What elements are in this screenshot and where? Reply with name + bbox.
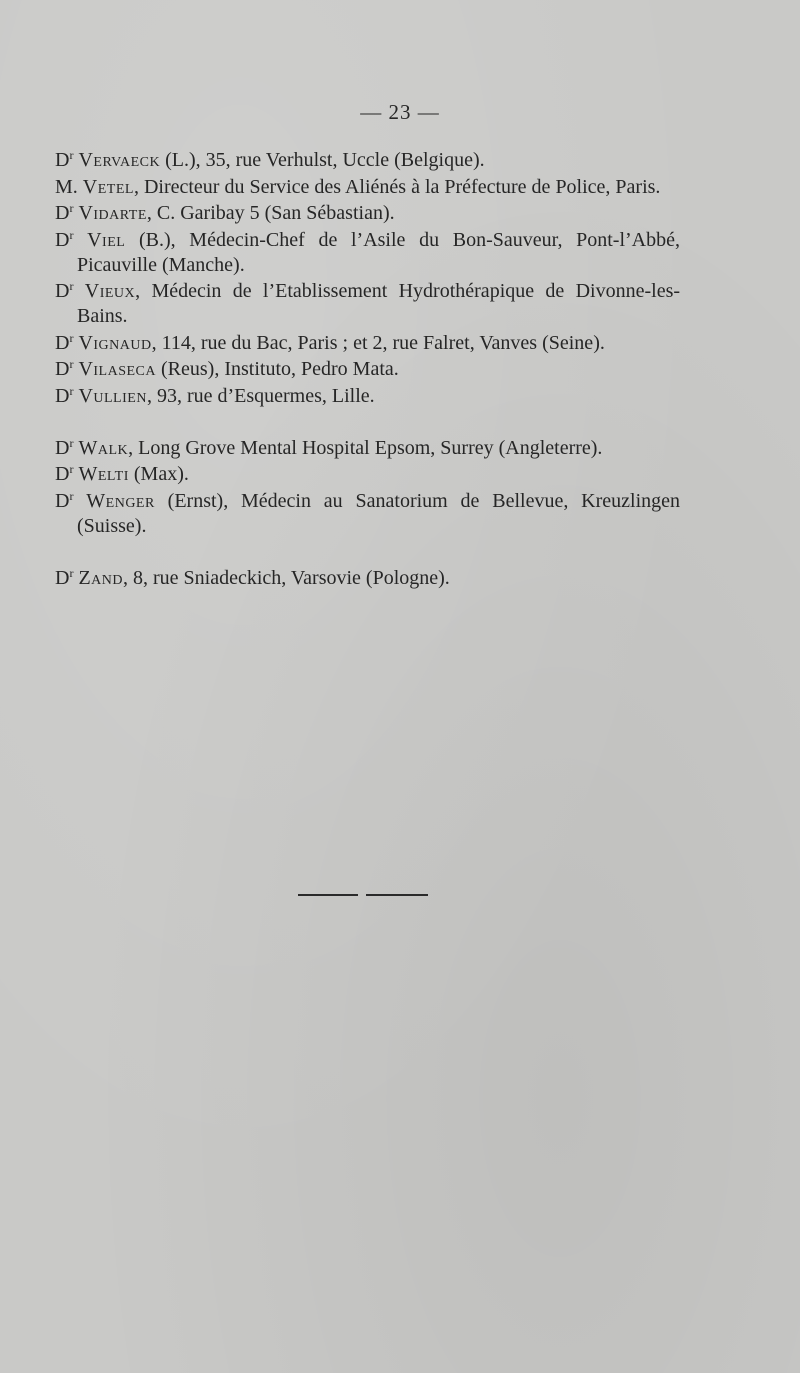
list-item bbox=[55, 331, 680, 356]
entry-name: Zand bbox=[78, 566, 124, 589]
entry-name: Vervaeck bbox=[78, 149, 161, 171]
list-item bbox=[55, 357, 680, 382]
entry-name: Walk bbox=[78, 436, 129, 459]
entry-text: (B.), Médecin-Chef de l’Asile du Bon-Sauveur, Pont-l’Abbé, Picauville (Manche). bbox=[77, 228, 680, 276]
entry-name: Vieux bbox=[84, 280, 136, 302]
list-item bbox=[55, 489, 680, 539]
member-list bbox=[55, 148, 680, 592]
list-item bbox=[55, 201, 680, 226]
entry-title: $D^r$ bbox=[55, 148, 74, 171]
entry-name: Vignaud bbox=[78, 331, 152, 354]
entry-title: M. bbox=[55, 175, 78, 198]
entry-text: , Médecin de l’Etablissement Hydrothérapique de Divonne-les-Bains. bbox=[77, 280, 681, 327]
list-item bbox=[55, 228, 680, 278]
entry-text: (Ernst), Médecin au Sanatorium de Bellevue, Kreuzlingen (Suisse). bbox=[77, 489, 680, 537]
entry-name: Viel bbox=[87, 228, 126, 251]
list-item bbox=[55, 566, 680, 591]
entry-title: $D^r$ bbox=[55, 462, 74, 485]
list-item bbox=[55, 384, 680, 409]
entry-name: Vullien bbox=[78, 384, 147, 407]
entry-text: , C. Garibay 5 (San Sébastian). bbox=[146, 202, 395, 224]
entry-title: $D^r$ bbox=[55, 227, 74, 251]
entry-text: , 114, rue du Bac, Paris ; et 2, rue Falret, Vanves (Seine). bbox=[151, 331, 605, 354]
list-item bbox=[55, 462, 680, 487]
page-number: — 23 — bbox=[360, 100, 440, 124]
entry-name: Vidarte bbox=[78, 202, 147, 224]
list-item bbox=[55, 175, 680, 200]
rule-segment bbox=[298, 894, 358, 896]
list-item bbox=[55, 279, 680, 329]
entry-title: $D^r$ bbox=[55, 279, 74, 302]
entry-title: $D^r$ bbox=[55, 383, 74, 407]
entry-name: Welti bbox=[78, 463, 129, 485]
entry-title: $D^r$ bbox=[55, 357, 74, 380]
section-end-rule bbox=[298, 894, 428, 896]
entry-text: , Directeur du Service des Aliénés à la Préfecture de Police, Paris. bbox=[133, 175, 661, 198]
entry-title: $D^r$ bbox=[55, 330, 74, 354]
entry-title: $D^r$ bbox=[55, 201, 74, 224]
entry-title: $D^r$ bbox=[55, 435, 74, 459]
entry-text: , 93, rue d’Esquermes, Lille. bbox=[146, 384, 375, 407]
entry-name: Vetel bbox=[82, 175, 134, 198]
entry-text: (Reus), Instituto, Pedro Mata. bbox=[156, 358, 399, 380]
list-item bbox=[55, 436, 680, 461]
entry-name: Vilaseca bbox=[78, 358, 157, 380]
entry-name: Wenger bbox=[86, 489, 155, 512]
entry-text: , 8, rue Sniadeckich, Varsovie (Pologne). bbox=[123, 566, 450, 589]
rule-segment bbox=[366, 894, 428, 896]
entry-title: $D^r$ bbox=[55, 565, 74, 589]
entry-text: (Max). bbox=[128, 463, 189, 485]
entry-text: , Long Grove Mental Hospital Epsom, Surrey (Angleterre). bbox=[128, 436, 603, 459]
entry-title: $D^r$ bbox=[55, 488, 74, 512]
entry-text: (L.), 35, rue Verhulst, Uccle (Belgique). bbox=[160, 149, 485, 171]
list-item bbox=[55, 148, 680, 173]
